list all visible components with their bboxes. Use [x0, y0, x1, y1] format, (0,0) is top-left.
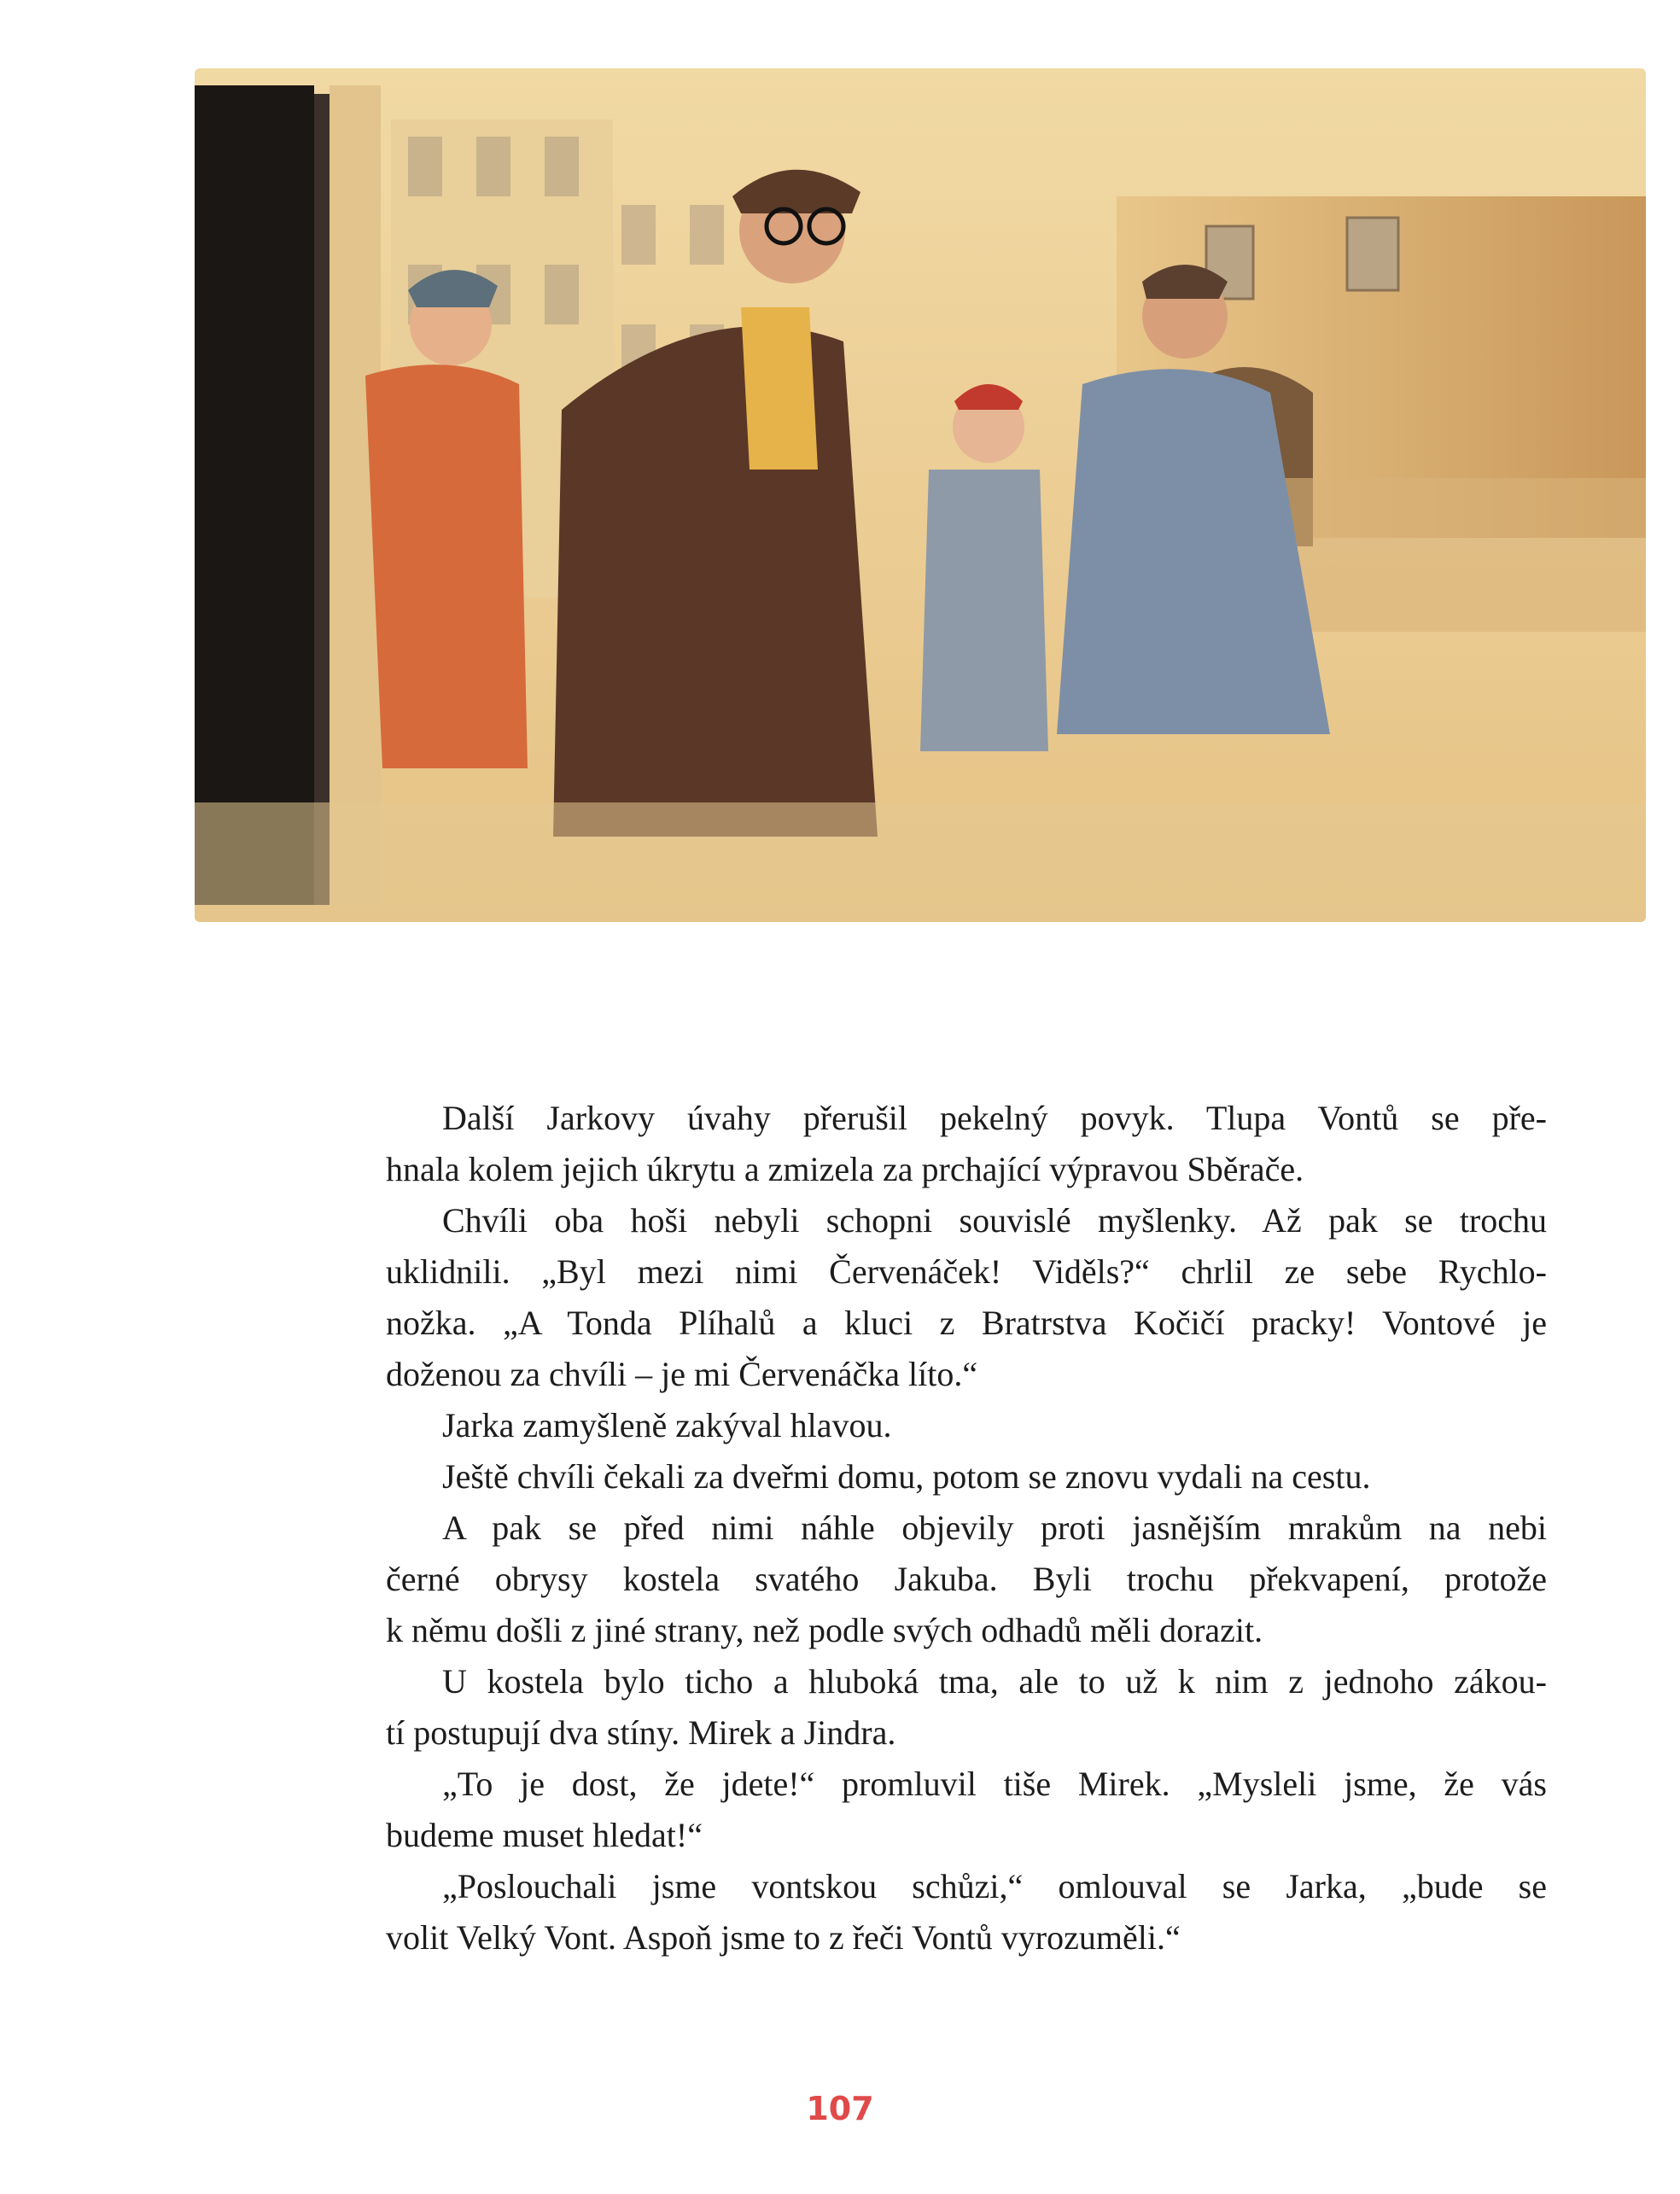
paragraph-2 — [386, 1195, 1547, 1400]
text-line: budeme muset hledat!“ — [386, 1816, 703, 1854]
text-line: černé obrysy kostela svatého Jakuba. Byli trochu překvapení, protože — [386, 1560, 1547, 1598]
text-line: uklidnili. „Byl mezi nimi Červenáček! Viděls?“ chrlil ze sebe Rychlo- — [386, 1252, 1547, 1291]
text-line: Jarka zamyšleně zakýval hlavou. — [442, 1406, 892, 1444]
text-line: Další Jarkovy úvahy přerušil pekelný povyk. Tlupa Vontů se pře- — [442, 1099, 1547, 1137]
dark-door-frame — [195, 85, 381, 905]
text-line: nožka. „A Tonda Plíhalů a kluci z Bratrstva Kočičí pracky! Vontové je — [386, 1304, 1547, 1342]
text-line: k němu došli z jiné strany, než podle svých odhadů měli dorazit. — [386, 1611, 1263, 1649]
text-line: U kostela bylo ticho a hluboká tma, ale to už k nim z jednoho zákou- — [442, 1662, 1547, 1701]
text-line: „Poslouchali jsme vontskou schůzi,“ omlouval se Jarka, „bude se — [442, 1867, 1547, 1905]
illustration — [195, 68, 1646, 922]
paragraph-1 — [386, 1093, 1547, 1195]
paragraph-7 — [386, 1759, 1547, 1861]
text-line: volit Velký Vont. Aspoň jsme to z řeči Vontů vyrozuměli.“ — [386, 1918, 1181, 1957]
paragraph-5 — [386, 1503, 1547, 1656]
text-line: A pak se před nimi náhle objevily proti jasnějším mrakům na nebi — [442, 1508, 1547, 1547]
text-line: tí postupují dva stíny. Mirek a Jindra. — [386, 1713, 896, 1752]
text-line: „To je dost, že jdete!“ promluvil tiše Mirek. „Mysleli jsme, že vás — [442, 1765, 1547, 1803]
paragraph-6 — [386, 1656, 1547, 1759]
text-line: Chvíli oba hoši nebyli schopni souvislé myšlenky. Až pak se trochu — [442, 1201, 1547, 1240]
ground — [195, 802, 1646, 922]
text-line: hnala kolem jejich úkrytu a zmizela za prchající výpravou Sběrače. — [386, 1150, 1304, 1188]
paragraph-8 — [386, 1861, 1547, 1964]
text-line: doženou za chvíli – je mi Červenáčka líto.“ — [386, 1355, 978, 1393]
body-text — [386, 1093, 1547, 1964]
paragraph-4 — [386, 1451, 1547, 1503]
text-line: Ještě chvíli čekali za dveřmi domu, potom se znovu vydali na cestu. — [442, 1457, 1371, 1496]
page-number: 107 — [806, 2090, 874, 2127]
paragraph-3 — [386, 1400, 1547, 1451]
